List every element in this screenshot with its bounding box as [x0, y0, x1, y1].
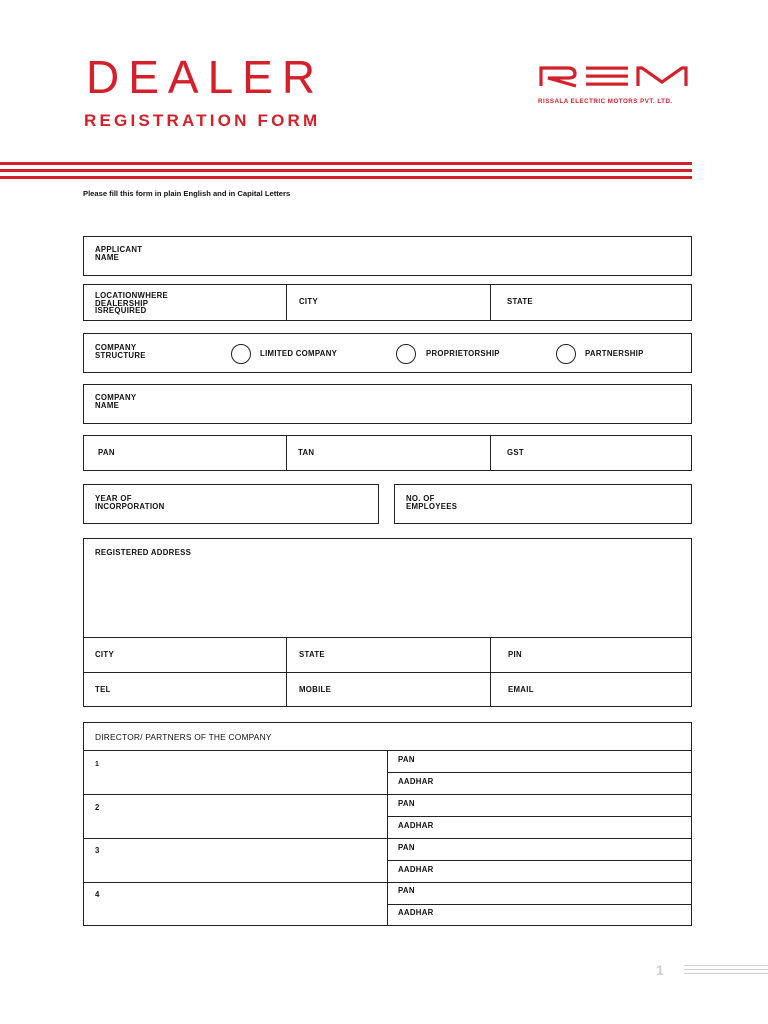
- partnership-radio[interactable]: [556, 344, 576, 364]
- city-field[interactable]: [286, 285, 489, 320]
- limited-company-radio[interactable]: [231, 344, 251, 364]
- company-name-field[interactable]: [83, 384, 692, 424]
- state-field[interactable]: [490, 285, 691, 320]
- no-of-employees-field[interactable]: [394, 484, 692, 524]
- director-row-divider-3: [84, 882, 691, 883]
- director-3-pan-label: PAN: [398, 843, 415, 852]
- header-stripe-2: [0, 169, 692, 172]
- page-number-line-3: [684, 973, 768, 974]
- location-label: LOCATIONWHERE DEALERSHIP ISREQUIRED: [95, 291, 169, 316]
- registered-address-label: REGISTERED ADDRESS: [95, 548, 192, 557]
- tax-row: [83, 435, 692, 471]
- company-name-label: COMPANY NAME: [95, 393, 137, 411]
- address-pin-cell: [490, 637, 691, 706]
- address-state-cell: [286, 637, 489, 706]
- limited-company-label: LIMITED COMPANY: [260, 349, 338, 358]
- director-2-pan-label: PAN: [398, 799, 415, 808]
- director-3-number: 3: [95, 846, 100, 855]
- page-number: 1: [656, 962, 664, 978]
- director-2-aadhar-label: AADHAR: [398, 821, 434, 830]
- location-row: [83, 284, 692, 321]
- instructions: Please fill this form in plain English and in Capital Letters: [83, 189, 291, 198]
- gst-field[interactable]: [490, 436, 691, 470]
- director-row-divider-1: [84, 794, 691, 795]
- header-stripe-3: [0, 176, 692, 179]
- city-label: CITY: [299, 297, 318, 306]
- director-sub-divider-2: [387, 816, 691, 817]
- form-subtitle: REGISTRATION FORM: [84, 111, 321, 130]
- page-number-line-2: [684, 969, 768, 970]
- company-name: RISSALA ELECTRIC MOTORS PVT. LTD.: [538, 98, 673, 105]
- director-row-divider-2: [84, 838, 691, 839]
- tel-label: TEL: [95, 685, 111, 694]
- state-label: STATE: [507, 297, 533, 306]
- director-4-aadhar-label: AADHAR: [398, 908, 434, 917]
- address-pin-label: PIN: [508, 650, 522, 659]
- director-2-number: 2: [95, 803, 100, 812]
- tan-label: TAN: [298, 448, 315, 457]
- proprietorship-radio[interactable]: [396, 344, 416, 364]
- proprietorship-label: PROPRIETORSHIP: [426, 349, 500, 358]
- company-structure-label: COMPANY STRUCTURE: [95, 343, 146, 361]
- address-city-label: CITY: [95, 650, 114, 659]
- address-state-label: STATE: [299, 650, 325, 659]
- director-1-aadhar-label: AADHAR: [398, 777, 434, 786]
- pan-label: PAN: [98, 448, 115, 457]
- rem-logo-icon: [538, 64, 690, 88]
- director-1-pan-label: PAN: [398, 755, 415, 764]
- directors-table: [83, 722, 692, 926]
- registered-address-block: [83, 538, 692, 707]
- no-of-employees-label: NO. OF EMPLOYEES: [406, 494, 458, 512]
- year-of-incorporation-label: YEAR OF INCORPORATION: [95, 494, 165, 512]
- tan-field[interactable]: [286, 436, 489, 470]
- director-4-pan-label: PAN: [398, 886, 415, 895]
- company-structure-row: [83, 333, 692, 373]
- form-title: DEALER: [86, 51, 325, 103]
- director-sub-divider-4: [387, 904, 691, 905]
- director-sub-divider-1: [387, 772, 691, 773]
- year-of-incorporation-field[interactable]: [83, 484, 379, 524]
- director-3-aadhar-label: AADHAR: [398, 865, 434, 874]
- email-label: EMAIL: [508, 685, 534, 694]
- mobile-label: MOBILE: [299, 685, 332, 694]
- page-number-line-1: [684, 965, 768, 966]
- partnership-label: PARTNERSHIP: [585, 349, 644, 358]
- gst-label: GST: [507, 448, 524, 457]
- applicant-name-label: APPLICANT NAME: [95, 245, 143, 263]
- director-4-number: 4: [95, 890, 100, 899]
- director-1-number: 1: [95, 761, 100, 768]
- directors-heading: DIRECTOR/ PARTNERS OF THE COMPANY: [95, 732, 272, 742]
- director-sub-divider-3: [387, 860, 691, 861]
- header-stripe-1: [0, 162, 692, 165]
- applicant-name-field[interactable]: [83, 236, 692, 276]
